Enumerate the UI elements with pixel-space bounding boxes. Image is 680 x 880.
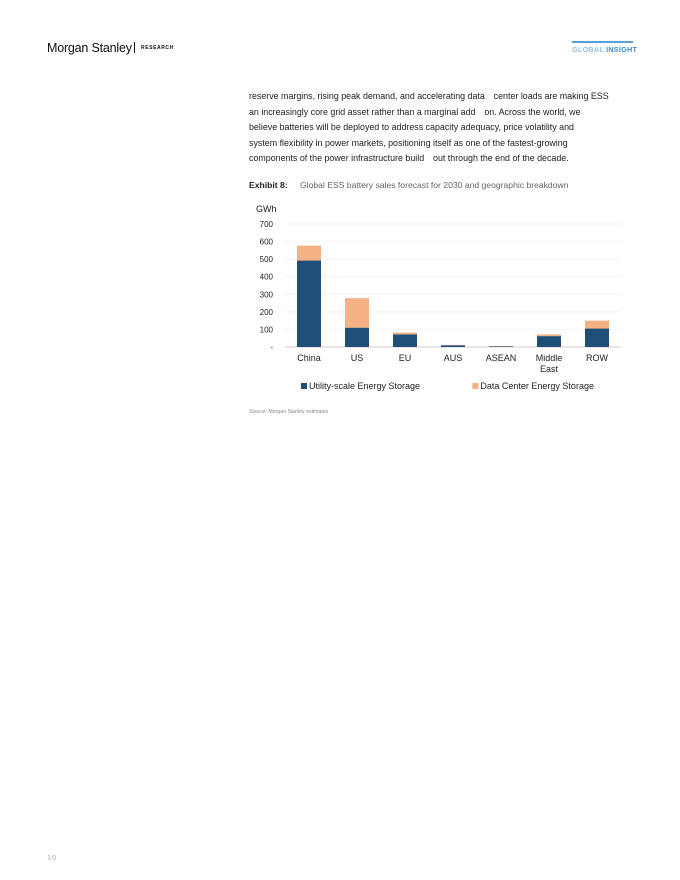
global-insight-label <box>572 45 637 54</box>
y-tick-label: 500 <box>259 255 273 265</box>
bar-segment <box>537 336 561 347</box>
bar-segment <box>585 329 609 347</box>
body-line: system flexibility in power markets, positioning itself as one of the fastest-growing <box>249 137 568 148</box>
bar-segment <box>393 333 417 335</box>
bar-segment <box>441 345 465 347</box>
research-label: RESEARCH <box>141 45 174 51</box>
header-separator <box>134 42 135 53</box>
global-insight-rule <box>572 41 633 43</box>
exhibit-label: Exhibit 8: <box>249 180 288 190</box>
legend-swatch <box>301 383 307 389</box>
y-tick-label: 200 <box>259 307 273 317</box>
morgan-stanley-logo: Morgan Stanley <box>47 41 132 55</box>
bar-segment <box>489 346 513 347</box>
bar-segment <box>297 261 321 347</box>
bar-segment <box>345 328 369 347</box>
y-tick-label: 300 <box>259 290 273 300</box>
body-paragraph <box>249 89 634 167</box>
y-tick-label: 600 <box>259 237 273 247</box>
body-line: believe batteries will be deployed to address capacity adequacy, price volatility and <box>249 122 574 132</box>
ess-sales-chart <box>249 198 634 400</box>
x-tick-label: China <box>297 353 321 363</box>
body-line: reserve margins, rising peak demand, and accelerating data center loads are making ESS <box>249 91 609 101</box>
y-tick-label: 100 <box>259 325 273 335</box>
x-tick-label: East <box>539 364 559 374</box>
body-line: components of the power infrastructure build out through the end of the decade. <box>249 153 569 163</box>
bar-segment <box>345 298 369 328</box>
legend-label: Utility-scale Energy Storage <box>309 381 421 391</box>
y-tick-label: - <box>270 343 273 352</box>
y-tick-label: 400 <box>259 272 273 282</box>
bar-segment <box>585 321 609 329</box>
bar-segment <box>297 246 321 261</box>
x-tick-label: Middle <box>535 353 563 363</box>
page-number: 10 <box>47 853 57 862</box>
x-tick-label: US <box>350 353 364 363</box>
body-line: an increasingly core grid asset rather than a marginal add on. Across the world, we <box>249 106 581 117</box>
legend-label: Data Center Energy Storage <box>480 381 594 391</box>
x-tick-label: AUS <box>443 353 463 363</box>
x-tick-label: ROW <box>586 353 608 363</box>
source-note: Source: Morgan Stanley estimates <box>249 409 329 415</box>
x-tick-label: ASEAN <box>485 353 517 363</box>
exhibit-title: Global ESS battery sales forecast for 2030 and geographic breakdown <box>300 180 569 190</box>
legend-swatch <box>472 383 478 389</box>
bar-segment <box>537 334 561 336</box>
x-tick-label: EU <box>398 353 412 363</box>
global-label: GLOBAL <box>572 45 604 54</box>
insight-label: INSIGHT <box>606 45 638 54</box>
y-axis-label: GWh <box>256 204 277 214</box>
y-tick-label: 700 <box>259 220 273 229</box>
bar-segment <box>393 334 417 347</box>
